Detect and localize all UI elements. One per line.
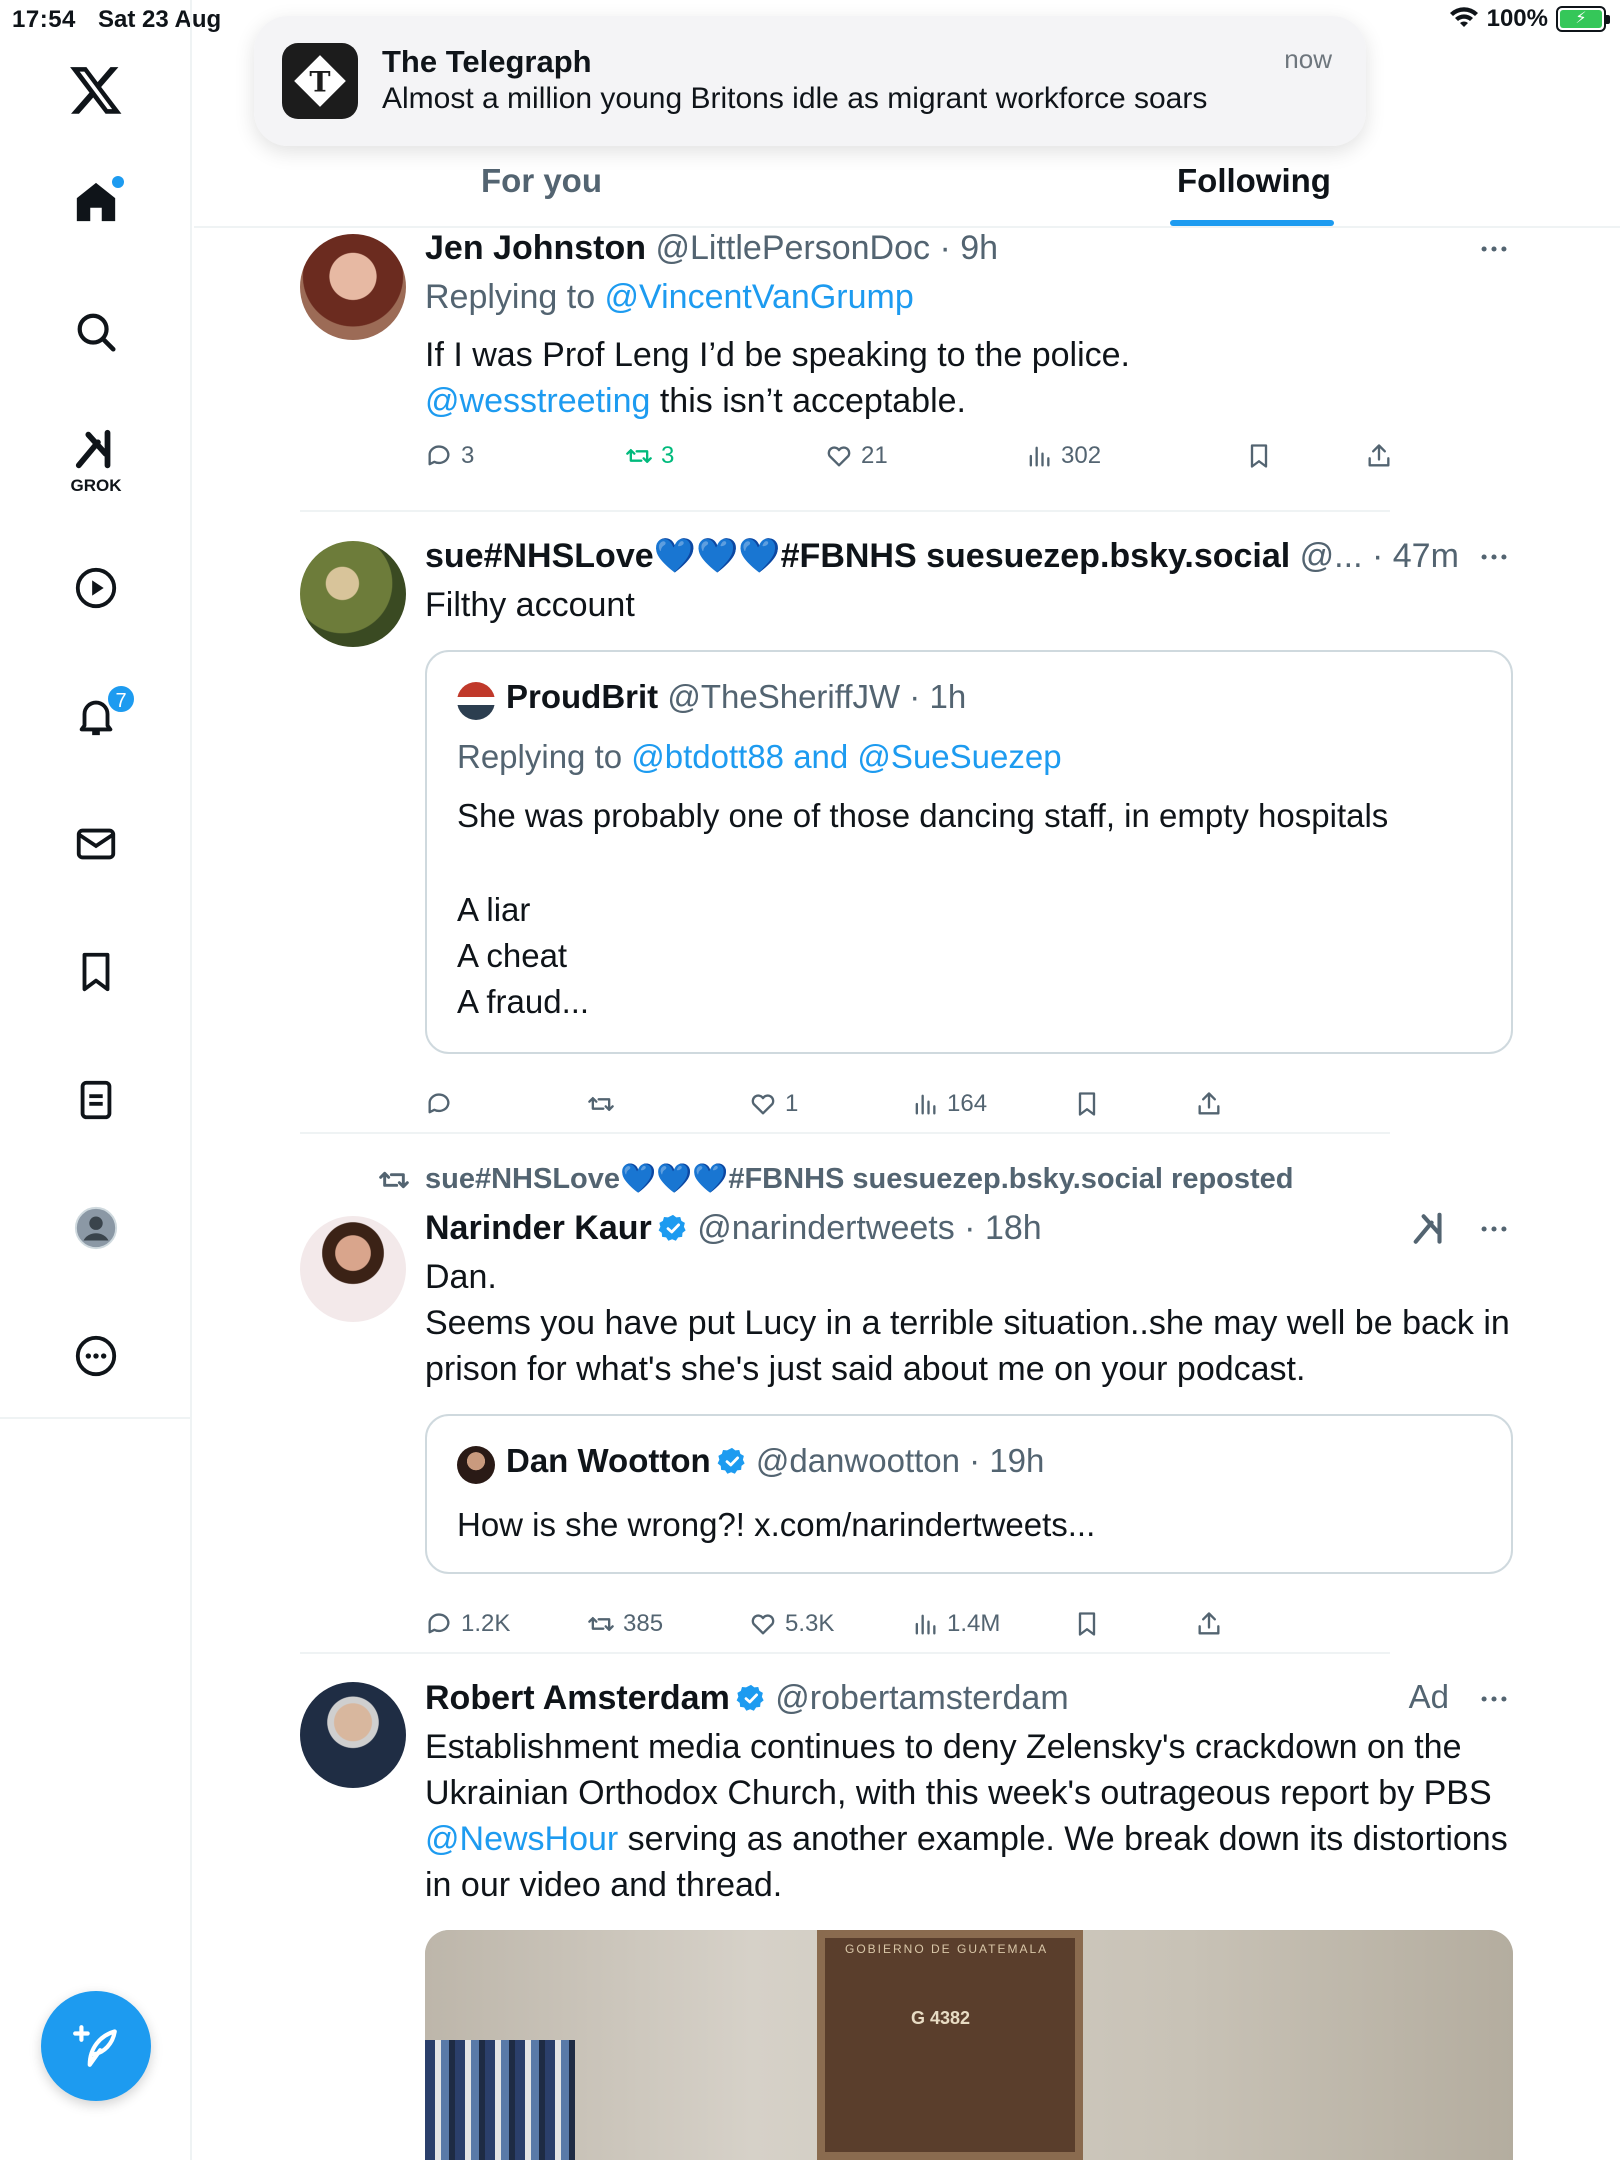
quote-author-handle: @TheSheriffJW (667, 678, 901, 715)
messages-mail-icon[interactable] (66, 814, 126, 874)
tweet-text-line-2: Ukrainian Orthodox Church, with this week's outrageous report by PBS (425, 1774, 1492, 1812)
verified-badge-icon (717, 1446, 747, 1476)
reply-action[interactable] (425, 442, 474, 470)
tweet-text: Filthy account (425, 586, 635, 624)
quote-time: 1h (929, 678, 967, 715)
quote-author-handle: @danwootton (755, 1442, 960, 1479)
heart-icon (749, 1610, 777, 1638)
reply-icon (425, 1090, 453, 1118)
share-icon (1365, 442, 1393, 470)
home-icon[interactable] (66, 172, 126, 232)
search-icon[interactable] (66, 302, 126, 362)
quote-text-line-2: A liar (457, 891, 531, 928)
status-date: Sat 23 Aug (98, 6, 222, 33)
quoted-tweet-dan-wootton[interactable] (425, 1414, 1513, 1574)
share-action[interactable] (1365, 442, 1393, 470)
tweet-actions (425, 1090, 1425, 1130)
tweet-text-line-3: prison for what's she's just said about me on your podcast. (425, 1350, 1306, 1388)
avatar-robert-amsterdam[interactable] (300, 1682, 406, 1788)
media-number-text: G 4382 (911, 2008, 971, 2028)
reply-action[interactable] (425, 1610, 510, 1638)
replying-prefix: Replying to (425, 278, 605, 316)
tweet-actions (425, 1610, 1425, 1650)
tweet-time[interactable]: 47m (1392, 537, 1459, 575)
tweet-divider (300, 510, 1390, 512)
grok-icon[interactable] (66, 420, 126, 480)
quote-replying-line (457, 734, 1062, 780)
views-chart-icon (911, 1090, 939, 1118)
wifi-icon (1449, 7, 1479, 31)
profile-avatar-icon[interactable] (66, 1198, 126, 1258)
heart-icon (825, 442, 853, 470)
battery-percent: 100% (1486, 5, 1548, 32)
mention-link[interactable]: @NewsHour (425, 1820, 619, 1858)
share-action[interactable] (1195, 1090, 1223, 1118)
author-name[interactable]: Narinder Kaur (425, 1209, 652, 1247)
repost-label[interactable]: sue#NHSLove💙💙💙#FBNHS suesuezep.bsky.social reposted (425, 1163, 1294, 1195)
share-icon (1195, 1090, 1223, 1118)
quote-avatar (457, 1446, 495, 1484)
quote-text-line-1: She was probably one of those dancing staff, in empty hospitals (457, 797, 1389, 834)
tweet-text-line-3 (425, 1816, 1515, 1862)
reply-action[interactable] (425, 1090, 453, 1118)
reply-count: 1.2K (461, 1610, 511, 1637)
tweet-text-line-1: Establishment media continues to deny Zelensky's crackdown on the (425, 1728, 1462, 1766)
quote-time: 19h (989, 1442, 1045, 1479)
status-time: 17:54 (12, 6, 76, 33)
tweet-time[interactable]: 18h (984, 1209, 1042, 1247)
quote-text-line-3: A cheat (457, 937, 568, 974)
quote-replying-prefix: Replying to (457, 738, 632, 775)
bookmark-action[interactable] (1073, 1090, 1101, 1118)
author-handle[interactable]: @robertamsterdam (775, 1679, 1069, 1717)
status-right (1449, 5, 1606, 33)
reply-icon (425, 442, 453, 470)
more-options-icon[interactable] (66, 1326, 126, 1386)
active-tab-indicator (1170, 220, 1334, 226)
reply-count: 3 (461, 442, 475, 469)
tweet-header: sue#NHSLove💙💙💙#FBNHS suesuezep.bsky.social @... · 47m (425, 537, 1459, 575)
quote-author-name: Dan Wootton (506, 1442, 711, 1479)
repost-action[interactable] (625, 442, 674, 470)
like-action[interactable] (749, 1610, 834, 1638)
quote-avatar (457, 682, 495, 720)
author-handle[interactable]: @... (1299, 537, 1363, 575)
feather-plus-icon (71, 2021, 121, 2071)
svg-text:T: T (309, 64, 331, 99)
tweet-text-rest: serving as another example. We break down its distortions (618, 1820, 1508, 1858)
repost-action[interactable] (587, 1610, 663, 1638)
tweet-jen-johnston[interactable] (425, 228, 1515, 424)
notification-message: Almost a million young Britons idle as migrant workforce soars (382, 82, 1208, 115)
views-action[interactable] (911, 1090, 987, 1118)
like-action[interactable] (825, 442, 888, 470)
push-notification-banner[interactable] (254, 16, 1366, 146)
heart-icon (749, 1090, 777, 1118)
timeline-feed[interactable] (194, 228, 1620, 2160)
bookmark-icon (1073, 1610, 1101, 1638)
video-play-icon[interactable] (66, 558, 126, 618)
tab-for-you[interactable]: For you (481, 162, 602, 199)
avatar-jen-johnston[interactable] (300, 234, 406, 340)
mention-link[interactable]: @wesstreeting (425, 382, 651, 420)
verified-badge-icon (736, 1683, 766, 1713)
tweet-time[interactable]: 9h (960, 229, 999, 267)
compose-post-button[interactable] (41, 1991, 151, 2101)
more-options-icon[interactable] (1477, 540, 1511, 574)
x-logo-icon[interactable] (68, 62, 124, 118)
home-unread-dot (112, 176, 124, 188)
quote-header: Dan Wootton @danwootton · 19h (506, 1442, 1045, 1479)
repost-icon (625, 442, 653, 470)
grok-icon[interactable] (1411, 1210, 1449, 1248)
media-bookshelf (425, 2040, 575, 2160)
quoted-tweet-proudbrit[interactable] (425, 650, 1513, 1054)
like-count: 5.3K (785, 1610, 835, 1637)
repost-action[interactable] (587, 1090, 615, 1118)
grok-label: GROK (70, 476, 122, 495)
repost-icon (378, 1164, 410, 1196)
views-chart-icon (911, 1610, 939, 1638)
view-count: 302 (1061, 442, 1102, 469)
ad-video-media[interactable] (425, 1930, 1513, 2160)
like-count: 1 (785, 1090, 799, 1117)
verified-badge-icon (658, 1213, 688, 1243)
tweet-divider (300, 1132, 1390, 1134)
share-icon (1195, 1610, 1223, 1638)
lists-icon[interactable] (66, 1070, 126, 1130)
bookmark-icon (1245, 442, 1273, 470)
repost-icon (587, 1090, 615, 1118)
replying-to-link[interactable]: @VincentVanGrump (604, 278, 914, 316)
tweet-robert-amsterdam[interactable] (425, 1678, 1515, 1908)
notification-time: now (1284, 44, 1332, 74)
avatar-sue[interactable] (300, 541, 406, 647)
tweet-text-line-4: in our video and thread. (425, 1866, 783, 1904)
telegraph-logo-icon (282, 43, 358, 119)
view-count: 164 (947, 1090, 988, 1117)
view-count: 1.4M (947, 1610, 1001, 1637)
avatar-narinder-kaur[interactable] (300, 1216, 406, 1322)
share-action[interactable] (1195, 1610, 1223, 1638)
quote-replying-to[interactable]: @btdott88 and @SueSuezep (631, 738, 1062, 775)
more-options-icon[interactable] (1477, 1682, 1511, 1716)
author-handle[interactable]: @LittlePersonDoc (655, 229, 931, 267)
quote-header: ProudBrit @TheSheriffJW · 1h (506, 678, 967, 715)
views-chart-icon (1025, 442, 1053, 470)
bookmark-action[interactable] (1073, 1610, 1101, 1638)
tweet-text-line-1: If I was Prof Leng I’d be speaking to the police. (425, 336, 1130, 374)
sidebar-divider (0, 1417, 192, 1419)
quote-text-line-4: A fraud... (457, 983, 590, 1020)
tab-following[interactable]: Following (1177, 162, 1331, 199)
media-sign-text: GOBIERNO DE GUATEMALA (845, 1942, 1049, 1956)
tweet-narinder-kaur[interactable] (425, 1208, 1515, 1392)
bookmarks-icon[interactable] (66, 942, 126, 1002)
views-action[interactable] (911, 1610, 1000, 1638)
more-options-icon[interactable] (1477, 232, 1511, 266)
tweet-text-line-2 (425, 378, 1515, 424)
tweet-header: Narinder Kaur @narindertweets · 18h (425, 1209, 1042, 1247)
reply-icon (425, 1610, 453, 1638)
sidebar (0, 0, 192, 2160)
bookmark-action[interactable] (1245, 442, 1273, 470)
like-count: 21 (861, 442, 888, 469)
quote-text: How is she wrong?! x.com/narindertweets... (457, 1506, 1096, 1543)
repost-count: 385 (623, 1610, 664, 1637)
author-name[interactable]: sue#NHSLove💙💙💙#FBNHS suesuezep.bsky.social (425, 537, 1291, 575)
repost-icon (587, 1610, 615, 1638)
notifications-badge: 7 (106, 684, 136, 714)
tweet-actions (425, 442, 1425, 482)
bookmark-icon (1073, 1090, 1101, 1118)
author-name[interactable]: Jen Johnston (425, 229, 647, 267)
tweet-text-line-2: Seems you have put Lucy in a terrible situation..she may well be back in (425, 1304, 1510, 1342)
quote-author-name: ProudBrit (506, 678, 659, 715)
tweet-text-line-1: Dan. (425, 1258, 497, 1296)
repost-count: 3 (661, 442, 675, 469)
tweet-divider (300, 1652, 1390, 1654)
replying-to-line (425, 274, 1515, 320)
ad-label: Ad (1408, 1678, 1449, 1715)
media-board (817, 1930, 1083, 2160)
author-name[interactable]: Robert Amsterdam (425, 1679, 730, 1717)
views-action[interactable] (1025, 442, 1101, 470)
author-handle[interactable]: @narindertweets (697, 1209, 955, 1247)
tweet-sue[interactable] (425, 536, 1515, 628)
battery-icon: ⚡ (1556, 6, 1606, 32)
like-action[interactable] (749, 1090, 798, 1118)
tweet-header (425, 1678, 1515, 1718)
more-options-icon[interactable] (1477, 1212, 1511, 1246)
tweet-header: Jen Johnston @LittlePersonDoc · 9h (425, 229, 999, 267)
notification-app-name: The Telegraph (382, 44, 592, 79)
tweet-text-rest: this isn’t acceptable. (650, 382, 967, 420)
